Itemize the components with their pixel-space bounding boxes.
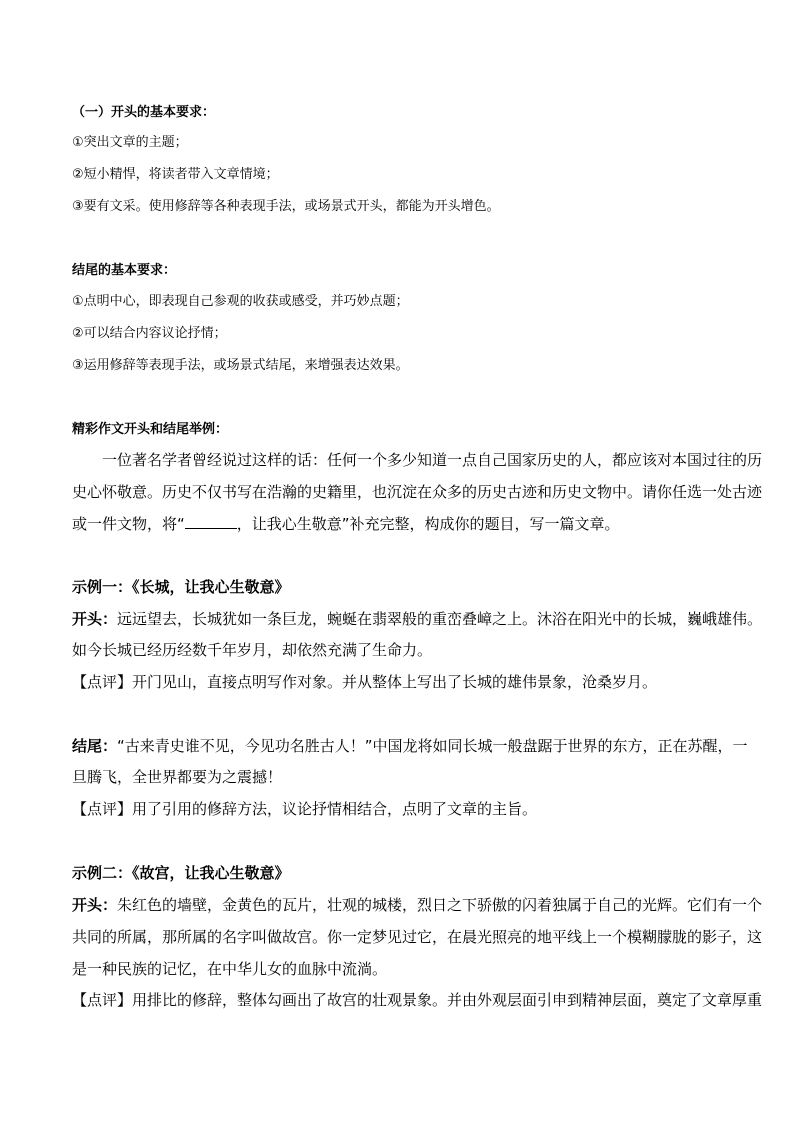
opening-text: 远远望去，长城犹如一条巨龙，蜿蜒在翡翠般的重峦叠嶂之上。沐浴在阳光中的长城，巍峨雄伟。 xyxy=(117,610,763,628)
example-comment xyxy=(72,675,657,690)
opening-label: 开头： xyxy=(72,896,118,914)
ending-label: 结尾： xyxy=(72,737,118,755)
list-item: ③要有文采。使用修辞等各种表现手法，或场景式开头，都能为开头增色。 xyxy=(72,199,500,214)
list-item: ②短小精悍，将读者带入文章情境； xyxy=(72,167,279,182)
example-title: 示例一：《长城，让我心生敬意》 xyxy=(72,578,290,596)
prompt-text: 或一件文物，将“ xyxy=(72,515,185,533)
list-item: ①点明中心，即表现自己参观的收获或感受，并巧妙点题； xyxy=(72,294,409,309)
prompt-text: ，让我心生敬意”补充完整，构成你的题目，写一篇文章。 xyxy=(236,515,620,533)
example-opening-line: 共同的所属，那所属的名字叫做故宫。你一定梦见过它，在晨光照亮的地平线上一个模糊朦胧的影子，这 xyxy=(72,928,763,946)
example-ending-line: 旦腾飞，全世界都要为之震撼！ xyxy=(72,768,283,786)
comment-label: 【点评】 xyxy=(72,673,133,691)
prompt-line xyxy=(72,517,620,532)
comment-label: 【点评】 xyxy=(72,991,133,1009)
comment-text: 用排比的修辞，整体勾画出了故宫的壮观景象。并由外观层面引申到精神层面，奠定了文章厚重 xyxy=(132,991,763,1009)
comment-text: 用了引用的修辞方法，议论抒情相结合，点明了文章的主旨。 xyxy=(132,800,538,818)
fill-in-blank xyxy=(185,527,237,529)
example-opening-line xyxy=(72,612,762,627)
comment-label: 【点评】 xyxy=(72,800,133,818)
opening-text: 朱红色的墙壁，金黄色的瓦片，壮观的城楼，烈日之下骄傲的闪着独属于自己的光辉。它们有一个 xyxy=(117,896,763,914)
opening-label: 开头： xyxy=(72,610,118,628)
example-comment xyxy=(72,993,762,1008)
prompt-line: 史心怀敬意。历史不仅书写在浩瀚的史籍里，也沉淀在众多的历史古迹和历史文物中。请你任选一处古迹 xyxy=(72,483,763,501)
example-opening-line xyxy=(72,898,762,913)
example-opening-line: 如今长城已经历经数千年岁月，却依然充满了生命力。 xyxy=(72,641,433,659)
example-title: 示例二：《故宫，让我心生敬意》 xyxy=(72,864,290,882)
section-title-ending-requirements: 结尾的基本要求： xyxy=(72,263,177,278)
section-title-examples: 精彩作文开头和结尾举例： xyxy=(72,422,229,437)
ending-text: “古来青史谁不见，今见功名胜古人！”中国龙将如同长城一般盘踞于世界的东方，正在苏醒，一 xyxy=(117,737,748,755)
example-ending-line xyxy=(72,739,748,754)
prompt-line: 一位著名学者曾经说过这样的话：任何一个多少知道一点自己国家历史的人，都应该对本国过往的历 xyxy=(102,451,763,469)
section-title-opening-requirements: （一）开头的基本要求： xyxy=(72,105,216,120)
example-opening-line: 是一种民族的记忆，在中华儿女的血脉中流淌。 xyxy=(72,960,388,978)
list-item: ③运用修辞等表现手法，或场景式结尾，来增强表达效果。 xyxy=(72,358,409,373)
list-item: ②可以结合内容议论抒情； xyxy=(72,326,227,341)
example-comment xyxy=(72,802,537,817)
list-item: ①突出文章的主题； xyxy=(72,135,188,150)
comment-text: 开门见山，直接点明写作对象。并从整体上写出了长城的雄伟景象，沧桑岁月。 xyxy=(132,673,658,691)
